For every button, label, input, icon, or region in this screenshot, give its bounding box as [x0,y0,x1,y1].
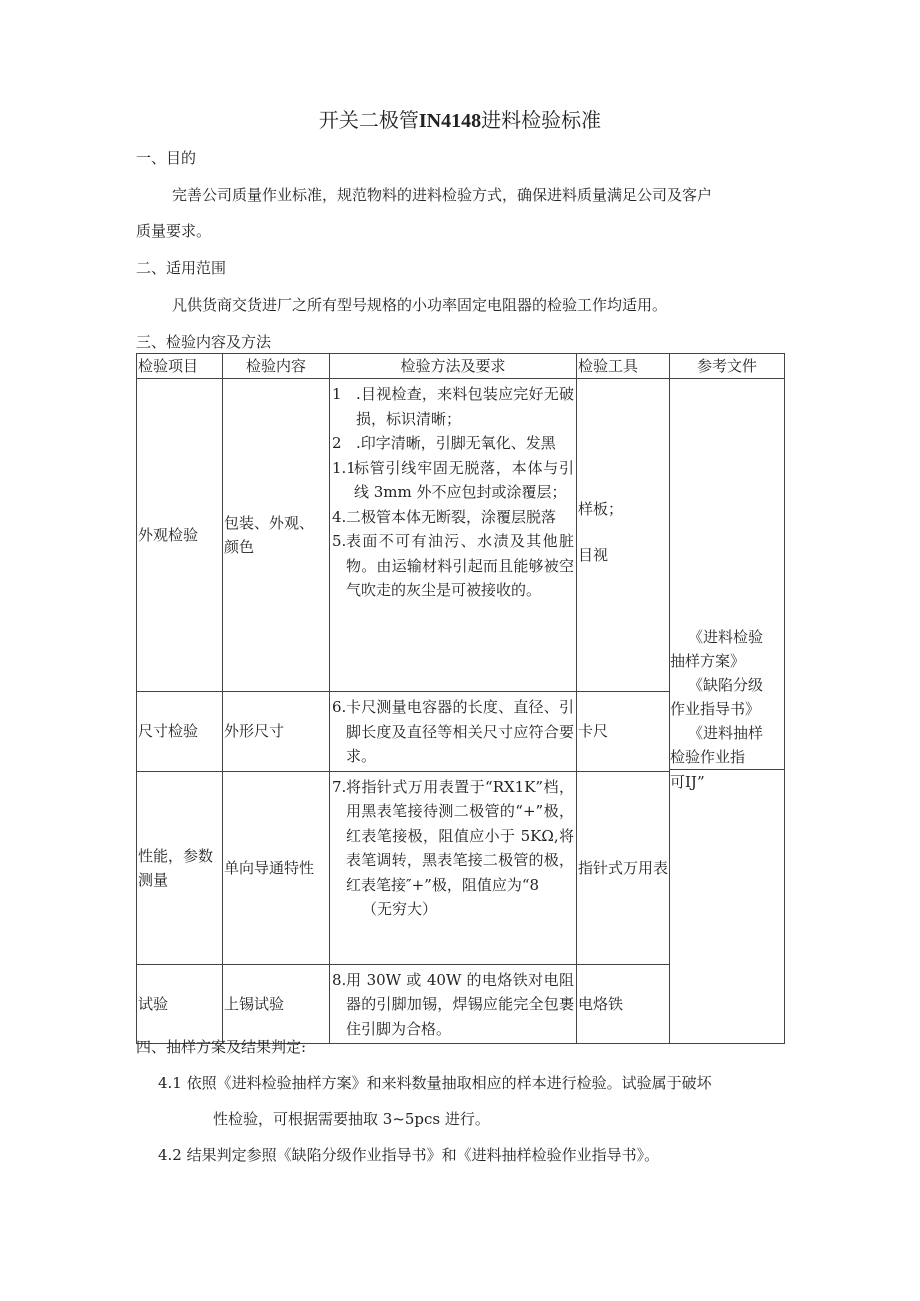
section-4-1-line2: 性检验，可根据需要抽取 3~5pcs 进行。 [213,1110,490,1128]
table-row [137,379,785,692]
header-method: 检验方法及要求 [330,354,577,379]
method-item: 7. 将指针式万用表置于“RX1K”档，用黑表笔接待测二极管的“+”极，红表笔接极，阻值应小于 5KΩ,将表笔调转，黑表笔接二极管的极，红表笔接″+”极，阻值应为“8 [332,777,574,894]
row-tool-performance: 指针式万用表 [577,771,670,964]
title-prefix: 开关二极管 [318,108,419,132]
title-model: IN4148 [418,110,482,132]
row-method-test [330,964,577,1044]
method-item: 2 .印字清晰，引脚无氧化、发黑 [332,434,556,452]
reference-documents-cell [670,379,785,1044]
row-content-performance: 单向导通特性 [223,771,330,964]
method-item: 1.1 标管引线牢固无脱落，本体与引线 3mm 外不应包封或涂覆层； [332,458,574,501]
row-tool-test: 电烙铁 [577,964,670,1044]
reference-line-7: 可IJ” [669,769,785,794]
row-method-appearance [330,379,577,692]
method-item: 4. 二极管本体无断裂，涂覆层脱落 [332,507,557,526]
document-title [0,104,920,133]
tool-sample-board: 样板； [578,500,624,518]
reference-line-4: 作业指导书》 [670,700,761,718]
row-item-test: 试验 [137,964,223,1044]
title-suffix: 进料检验标准 [481,108,602,132]
method-extra-infinity: （无穷大） [362,900,438,918]
reference-line-2: 抽样方案》 [670,652,746,670]
header-reference: 参考文件 [670,354,785,379]
row-content-appearance: 包装、外观、颜色 [223,379,330,692]
row-content-test: 上锡试验 [223,964,330,1044]
reference-line-1: 《进料检验 [688,628,764,646]
section-2-body: 凡供货商交货进厂之所有型号规格的小功率固定电阻器的检验工作均适用。 [172,296,668,314]
row-item-performance: 性能，参数测量 [137,771,223,964]
row-method-performance [330,771,577,964]
method-item: 1 .目视检查，来料包装应完好无破损，标识清晰； [332,385,574,428]
row-content-dimension: 外形尺寸 [223,692,330,772]
section-2-heading: 二、适用范围 [136,259,227,277]
section-4-1-line1: 4.1 依照《进料检验抽样方案》和来料数量抽取相应的样本进行检验。试验属于破坏 [158,1074,712,1092]
section-1-body-line2: 质量要求。 [136,222,212,240]
row-tool-appearance [577,379,670,692]
header-item: 检验项目 [137,354,223,379]
header-tool: 检验工具 [577,354,670,379]
row-item-appearance: 外观检验 [137,379,223,692]
header-content: 检验内容 [223,354,330,379]
reference-line-5: 《进料抽样 [688,724,764,742]
section-1-body-line1: 完善公司质量作业标准，规范物料的进料检验方式，确保进料质量满足公司及客户 [172,186,713,204]
section-4-2: 4.2 结果判定参照《缺陷分级作业指导书》和《进料抽样检验作业指导书》。 [158,1146,660,1164]
row-method-dimension [330,692,577,772]
inspection-table [136,353,785,1044]
tool-visual: 目视 [578,546,609,564]
method-item: 6. 卡尺测量电容器的长度、直径、引脚长度及直径等相关尺寸应符合要求。 [332,698,574,765]
reference-line-3: 《缺陷分级 [688,676,764,694]
reference-line-6: 检验作业指 [670,748,746,766]
method-item: 8. 用 30W 或 40W 的电烙铁对电阻器的引脚加锡，焊锡应能完全包裹住引脚为合格。 [332,970,574,1038]
section-1-heading: 一、目的 [136,149,197,167]
method-item: 5. 表面不可有油污、水渍及其他脏物。由运输材料引起而且能够被空气吹走的灰尘是可被接收的。 [332,532,574,599]
row-tool-dimension: 卡尺 [577,692,670,772]
row-item-dimension: 尺寸检验 [137,692,223,772]
table-header-row [137,354,785,379]
section-4-heading: 四、抽样方案及结果判定: [136,1038,307,1056]
section-3-heading: 三、检验内容及方法 [136,333,272,351]
